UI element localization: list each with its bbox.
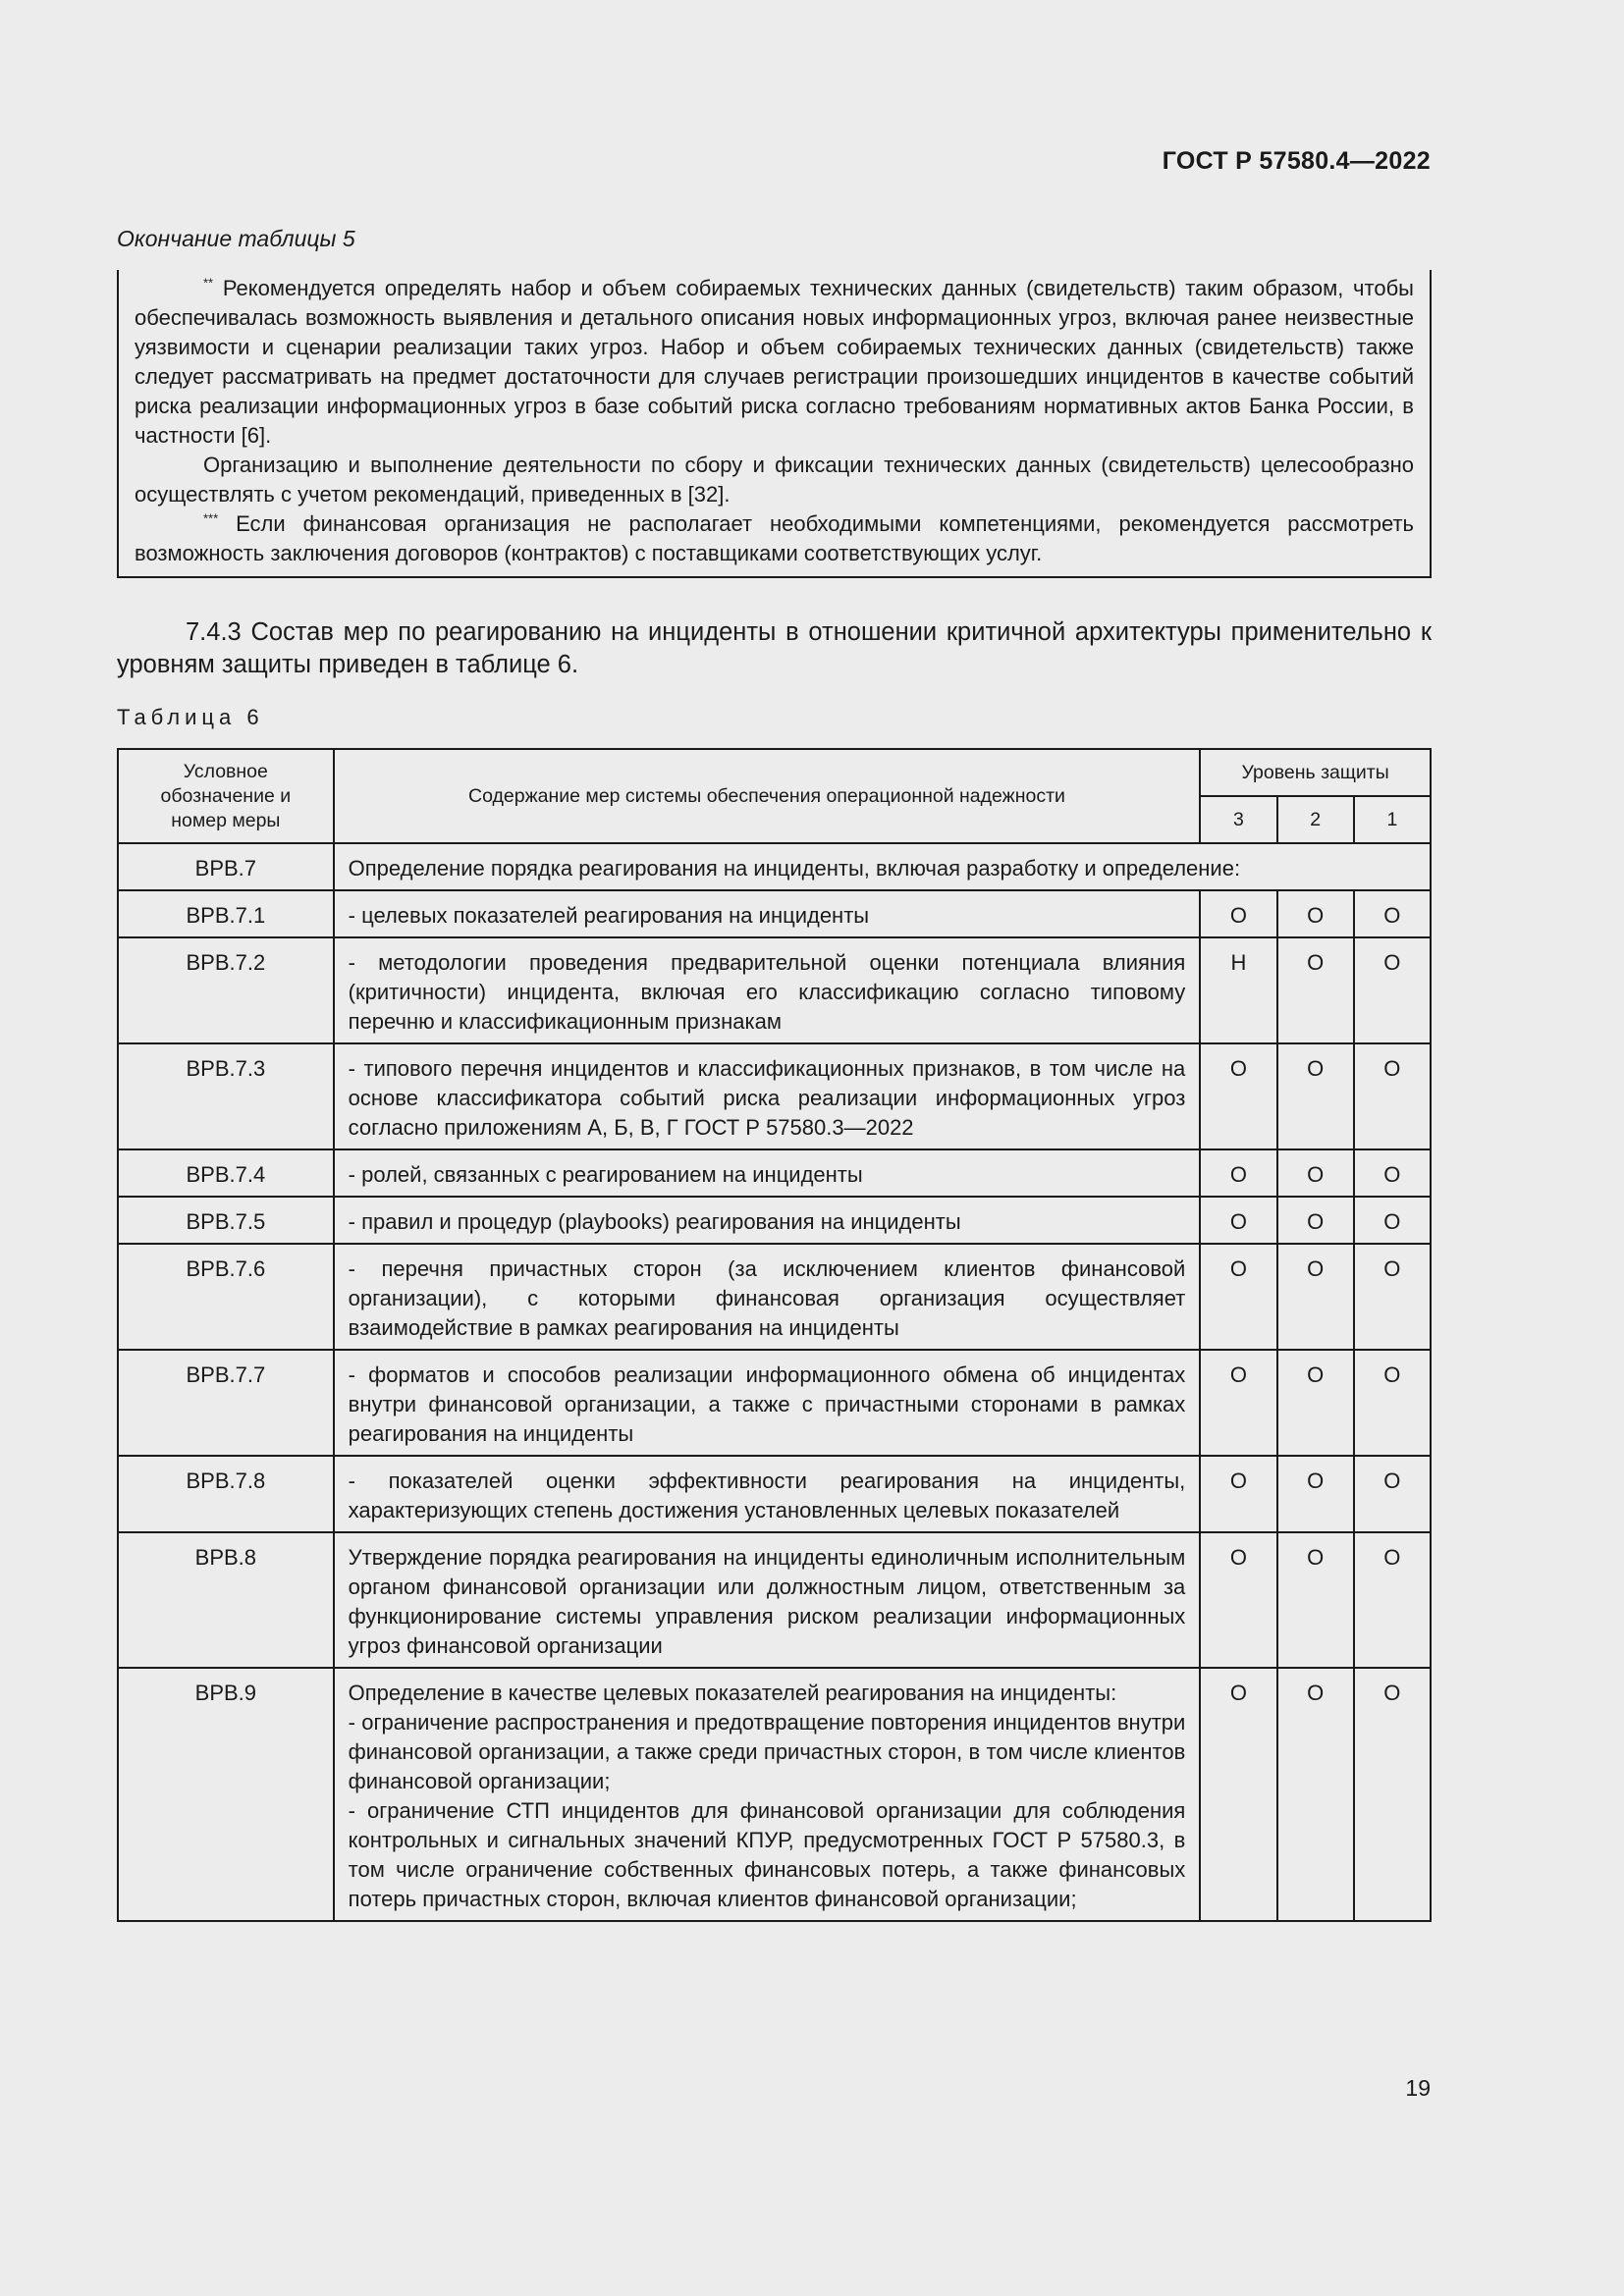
measure-content: Определение в качестве целевых показателей реагирования на инциденты: - ограничение распространения и предотвращение повторения инцидентов внутри финансовой организации, а также среди причастных сторон, в том числе клиентов финансовой организации; - ограничение СТП инцидентов для финансовой организации для соблюдения контрольных и сигнальных значений КПУР, предусмотренных ГОСТ Р 57580.3, в том числе ограничение собственных финансовых потерь, а также финансовых потерь причастных сторон, включая клиентов финансовой организации; [334, 1668, 1201, 1921]
measure-content: Утверждение порядка реагирования на инциденты единоличным исполнительным органом финансовой организации или должностным лицом, ответственным за функционирование системы управления риском реализации информационных угроз финансовой организации [334, 1532, 1201, 1668]
level-3-value: Н [1200, 937, 1276, 1043]
header-level-2: 2 [1277, 796, 1354, 843]
level-3-value: О [1200, 1149, 1276, 1197]
measure-code: ВРВ.7.4 [118, 1149, 334, 1197]
footnote-triple-asterisk [135, 509, 1414, 568]
level-1-value: О [1354, 937, 1431, 1043]
level-1-value: О [1354, 1197, 1431, 1244]
footnote-double-asterisk [135, 274, 1414, 451]
table-row [118, 1244, 1431, 1350]
level-3-value: О [1200, 1532, 1276, 1668]
measure-code: ВРВ.7.2 [118, 937, 334, 1043]
level-2-value: О [1277, 1149, 1354, 1197]
table-row [118, 1149, 1431, 1197]
level-3-value: О [1200, 1456, 1276, 1532]
table-row [118, 843, 1431, 890]
table-row [118, 1532, 1431, 1668]
level-3-value: О [1200, 1668, 1276, 1921]
header-content: Содержание мер системы обеспечения операционной надежности [334, 749, 1201, 843]
table-row [118, 1456, 1431, 1532]
footnote-marker: ** [203, 275, 214, 291]
table-caption: Таблица 6 [117, 705, 264, 729]
measure-code: ВРВ.7.5 [118, 1197, 334, 1244]
level-2-value: О [1277, 1350, 1354, 1456]
level-2-value: О [1277, 1456, 1354, 1532]
level-1-value: О [1354, 1668, 1431, 1921]
footnote-marker: *** [203, 510, 219, 526]
measure-code: ВРВ.8 [118, 1532, 334, 1668]
level-2-value: О [1277, 1043, 1354, 1149]
level-2-value: О [1277, 1197, 1354, 1244]
level-3-value: О [1200, 1197, 1276, 1244]
measure-content: - показателей оценки эффективности реагирования на инциденты, характеризующих степень достижения установленных целевых показателей [334, 1456, 1201, 1532]
measure-code: ВРВ.7.7 [118, 1350, 334, 1456]
table-row [118, 1668, 1431, 1921]
level-1-value: О [1354, 1350, 1431, 1456]
measure-content: Определение порядка реагирования на инциденты, включая разработку и определение: [334, 843, 1431, 890]
level-2-value: О [1277, 937, 1354, 1043]
table-row [118, 1197, 1431, 1244]
header-level-1: 1 [1354, 796, 1431, 843]
level-3-value: О [1200, 1244, 1276, 1350]
level-1-value: О [1354, 1456, 1431, 1532]
measure-content: - типового перечня инцидентов и классификационных признаков, в том числе на основе классификатора событий риска реализации информационных угроз согласно приложениям А, Б, В, Г ГОСТ Р 57580.3—2022 [334, 1043, 1201, 1149]
table-body [118, 843, 1431, 1921]
table-continuation-title: Окончание таблицы 5 [117, 226, 355, 251]
measure-code: ВРВ.7.3 [118, 1043, 334, 1149]
level-1-value: О [1354, 1532, 1431, 1668]
footnote-text: Организацию и выполнение деятельности по сбору и фиксации технических данных (свидетельств) целесообразно осуществлять с учетом рекомендаций, приведенных в [32]. [135, 453, 1414, 507]
level-1-value: О [1354, 1149, 1431, 1197]
footnote-text: Рекомендуется определять набор и объем собираемых технических данных (свидетельств) таким образом, чтобы обеспечивалась возможность выявления и детального описания новых информационных угроз, включая ранее неизвестные уязвимости и сценарии реализации таких угроз. Набор и объем собираемых технических данных (свидетельств) также следует рассматривать на предмет достаточности для случаев регистрации произошедших инцидентов в качестве событий риска реализации информационных угроз в базе событий риска согласно требованиям нормативных актов Банка России, в частности [6]. [135, 276, 1414, 448]
level-2-value: О [1277, 1668, 1354, 1921]
section-paragraph: 7.4.3 Состав мер по реагированию на инциденты в отношении критичной архитектуры применительно к уровням защиты приведен в таблице 6. [117, 618, 1432, 678]
level-3-value: О [1200, 890, 1276, 937]
table-header-row [118, 749, 1431, 796]
header-level-3: 3 [1200, 796, 1276, 843]
page-number: 19 [1405, 2075, 1431, 2101]
level-2-value: О [1277, 1244, 1354, 1350]
document-standard-header: ГОСТ Р 57580.4—2022 [1162, 147, 1431, 175]
header-code: Условное обозначение и номер меры [118, 749, 334, 843]
level-1-value: О [1354, 1043, 1431, 1149]
footnote-text: Если финансовая организация не располагает необходимыми компетенциями, рекомендуется рассмотреть возможность заключения договоров (контрактов) с поставщиками соответствующих услуг. [135, 511, 1414, 565]
measure-code: ВРВ.7.8 [118, 1456, 334, 1532]
measure-code: ВРВ.9 [118, 1668, 334, 1921]
level-1-value: О [1354, 1244, 1431, 1350]
measure-content: - правил и процедур (playbooks) реагирования на инциденты [334, 1197, 1201, 1244]
table-row [118, 937, 1431, 1043]
level-3-value: О [1200, 1350, 1276, 1456]
table-row [118, 890, 1431, 937]
measure-content: - форматов и способов реализации информационного обмена об инцидентах внутри финансовой организации, а также с причастными сторонами в рамках реагирования на инциденты [334, 1350, 1201, 1456]
measure-code: ВРВ.7.1 [118, 890, 334, 937]
level-1-value: О [1354, 890, 1431, 937]
level-2-value: О [1277, 1532, 1354, 1668]
measure-code: ВРВ.7.6 [118, 1244, 334, 1350]
measure-code: ВРВ.7 [118, 843, 334, 890]
table-row [118, 1350, 1431, 1456]
footnote-continuation [135, 451, 1414, 509]
measure-content: - ролей, связанных с реагированием на инциденты [334, 1149, 1201, 1197]
table-5-footnotes [117, 270, 1432, 578]
level-2-value: О [1277, 890, 1354, 937]
measure-content: - перечня причастных сторон (за исключением клиентов финансовой организации), с которыми финансовая организация осуществляет взаимодействие в рамках реагирования на инциденты [334, 1244, 1201, 1350]
measures-table [117, 748, 1432, 1922]
table-row [118, 1043, 1431, 1149]
measure-content: - методологии проведения предварительной оценки потенциала влияния (критичности) инцидента, включая его классификацию согласно типовому перечню и классификационным признакам [334, 937, 1201, 1043]
measure-content: - целевых показателей реагирования на инциденты [334, 890, 1201, 937]
header-level-group: Уровень защиты [1200, 749, 1431, 796]
level-3-value: О [1200, 1043, 1276, 1149]
